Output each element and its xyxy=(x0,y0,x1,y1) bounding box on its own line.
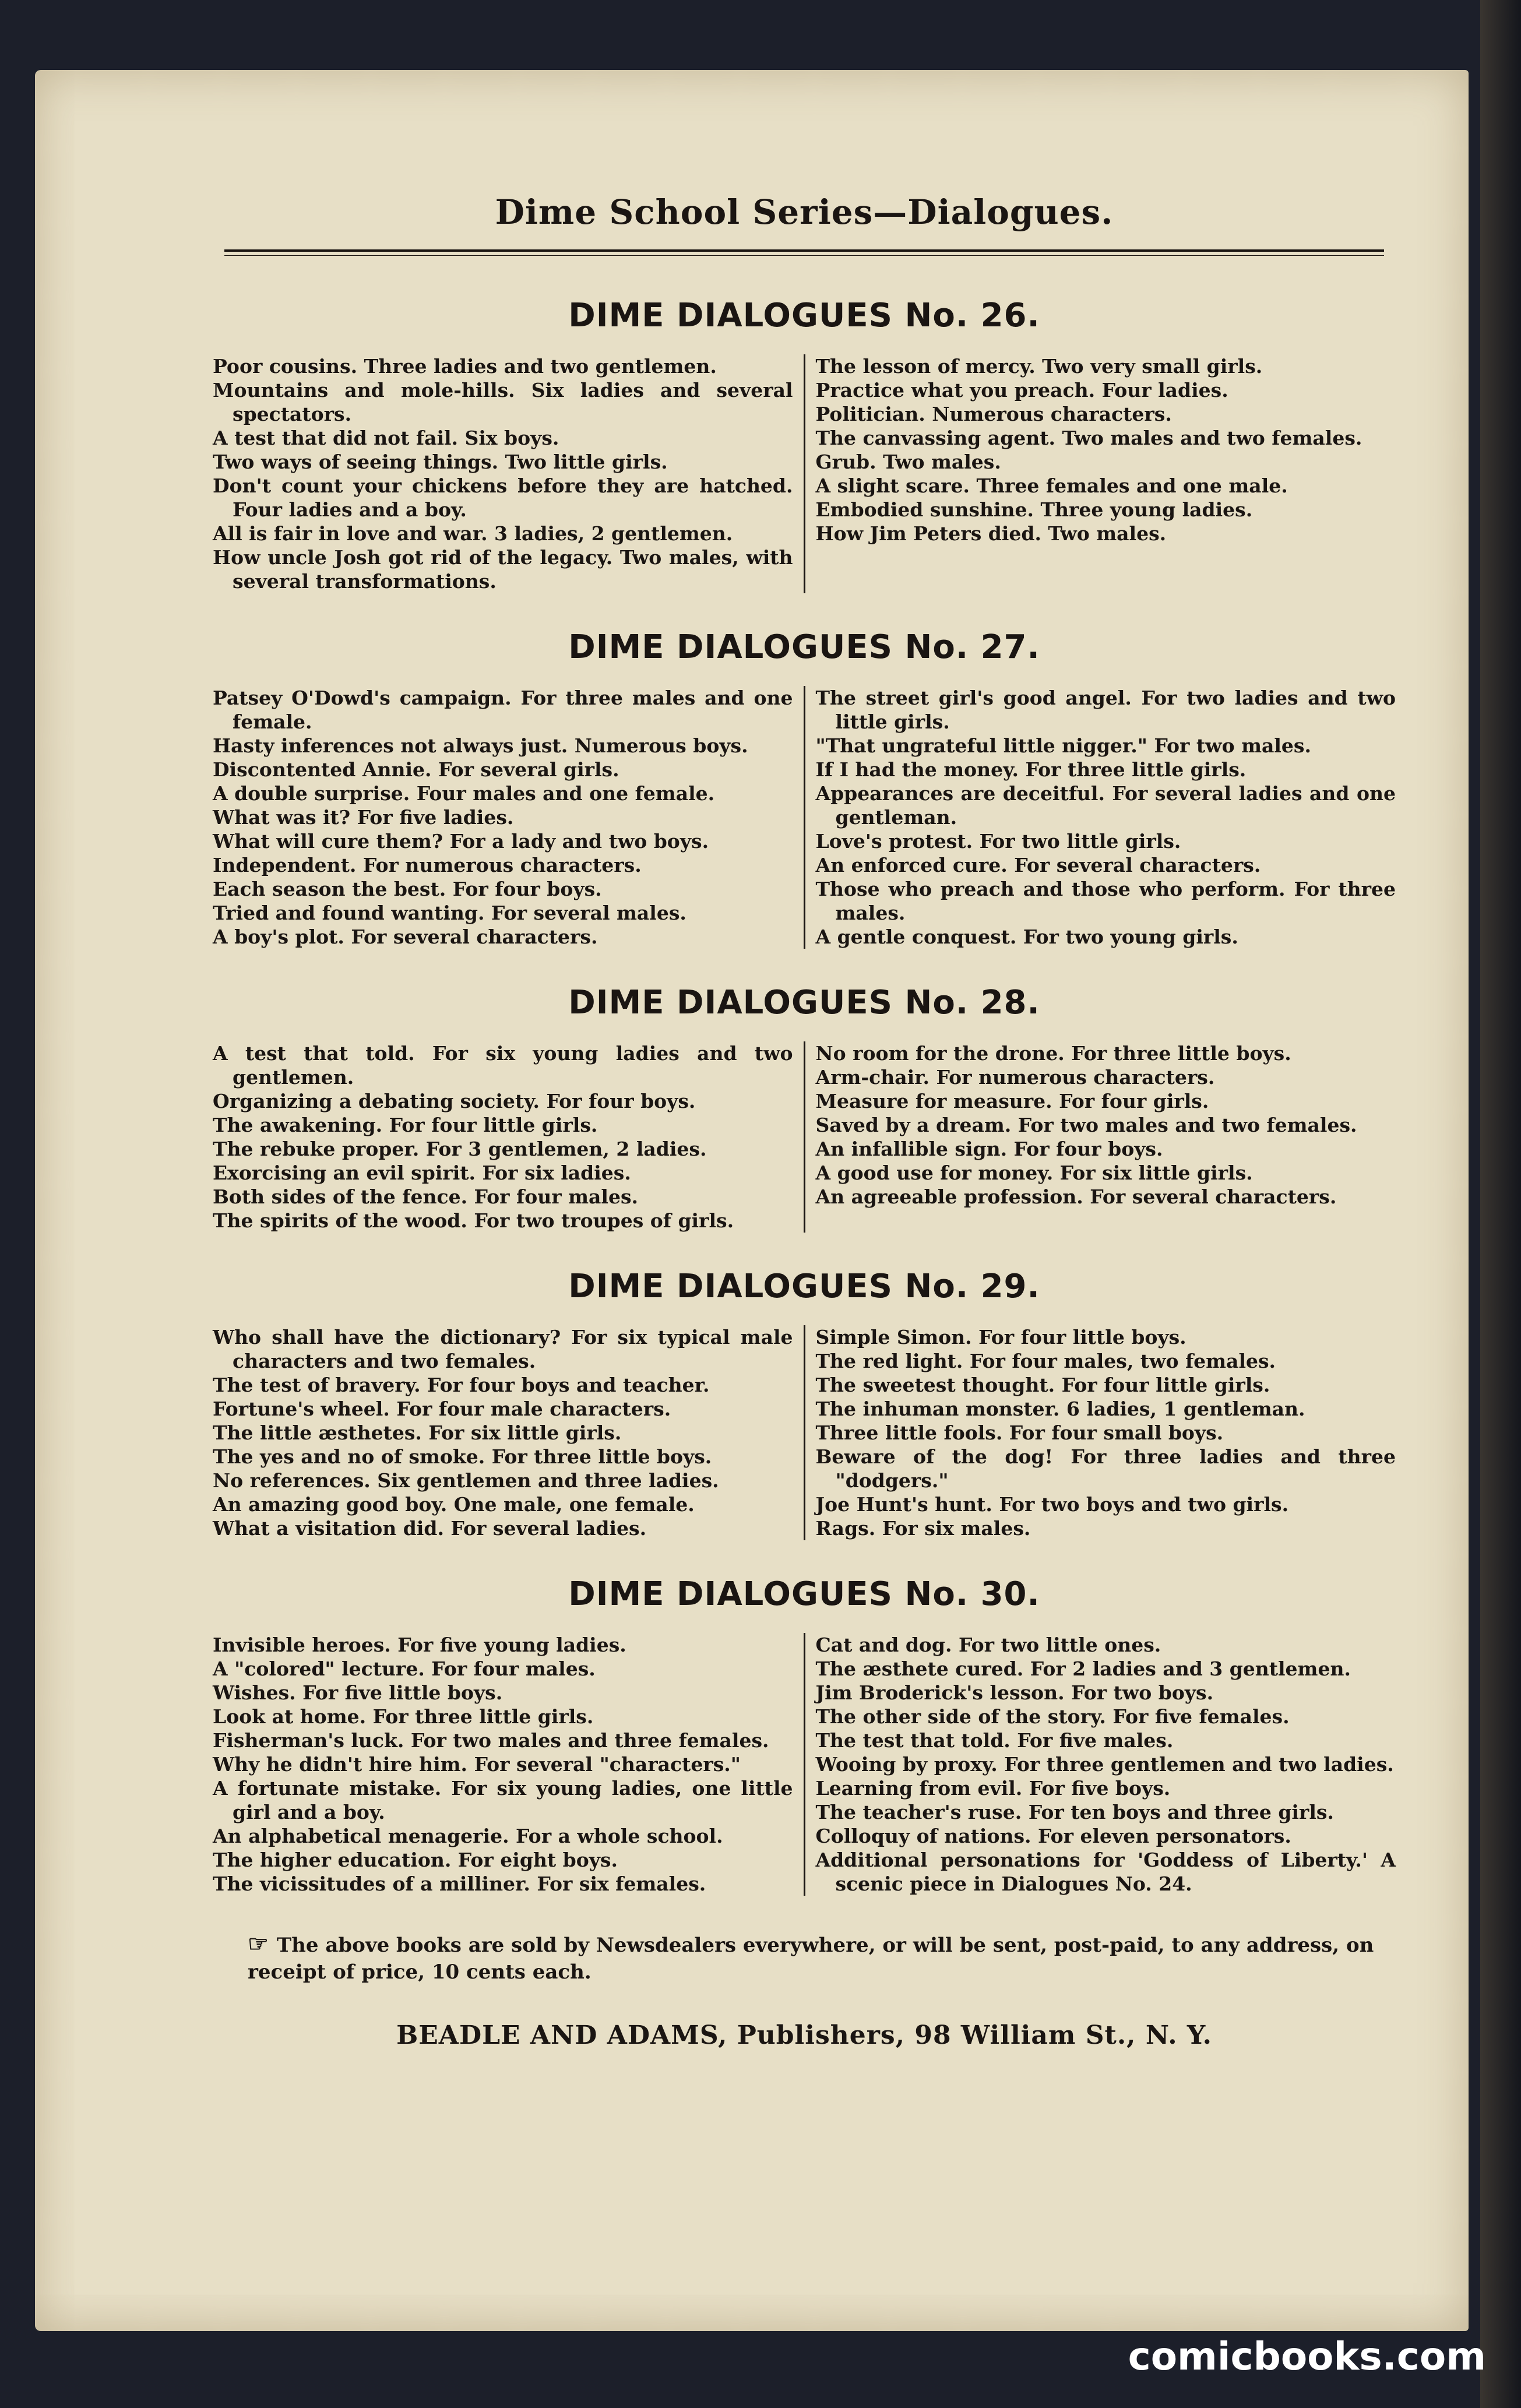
dialogue-entry: A slight scare. Three females and one male. xyxy=(815,474,1288,497)
dialogue-entry: An enforced cure. For several characters. xyxy=(815,854,1261,876)
section-title: DIME DIALOGUES No. 29. xyxy=(568,1268,1040,1305)
dialogue-entry: An infallible sign. For four boys. xyxy=(815,1138,1163,1160)
dialogue-entry: Tried and found wanting. For several males. xyxy=(213,902,686,924)
pointing-hand-icon: ☞ xyxy=(248,1930,269,1958)
dialogue-entry: A double surprise. Four males and one female. xyxy=(213,782,715,805)
dialogue-entry: Don't count your chickens before they are hatched. Four ladies and a boy. xyxy=(213,474,793,521)
dialogue-entry: How uncle Josh got rid of the legacy. Two males, with several transformations. xyxy=(213,546,793,593)
dialogue-entry: A good use for money. For six little girls. xyxy=(815,1161,1253,1184)
section-title: DIME DIALOGUES No. 26. xyxy=(568,297,1040,335)
book-spine xyxy=(1480,0,1521,2408)
watermark: comicbooks.com xyxy=(1128,2334,1486,2379)
dialogue-entry: If I had the money. For three little girls. xyxy=(815,758,1247,781)
header-rule xyxy=(224,249,1384,256)
dialogue-entry: Practice what you preach. Four ladies. xyxy=(815,379,1228,402)
left-column xyxy=(213,354,805,593)
dialogue-entry: Fisherman's luck. For two males and three females. xyxy=(213,1729,769,1752)
right-column xyxy=(805,1633,1396,1896)
dialogue-entry: The teacher's ruse. For ten boys and three girls. xyxy=(815,1801,1334,1823)
dialogue-entry: Each season the best. For four boys. xyxy=(213,878,602,900)
right-column xyxy=(805,354,1396,593)
dialogue-entry: Discontented Annie. For several girls. xyxy=(213,758,619,781)
dialogue-section xyxy=(213,297,1396,593)
dialogue-entry: Two ways of seeing things. Two little girls. xyxy=(213,450,668,473)
dialogue-entry: Organizing a debating society. For four boys. xyxy=(213,1090,696,1113)
dialogue-entry: The spirits of the wood. For two troupes of girls. xyxy=(213,1209,734,1232)
left-column xyxy=(213,1633,805,1896)
dialogue-entry: How Jim Peters died. Two males. xyxy=(815,522,1167,545)
dialogue-entry: Who shall have the dictionary? For six typical male characters and two females. xyxy=(213,1326,793,1372)
dialogue-entry: Arm-chair. For numerous characters. xyxy=(815,1066,1215,1089)
left-column xyxy=(213,1325,805,1540)
dialogue-entry: Joe Hunt's hunt. For two boys and two girls. xyxy=(815,1493,1289,1516)
section-columns xyxy=(213,1633,1396,1896)
left-column xyxy=(213,1041,805,1233)
dialogue-entry: The red light. For four males, two females. xyxy=(815,1350,1276,1372)
dialogue-entry: Independent. For numerous characters. xyxy=(213,854,642,876)
dialogue-entry: The canvassing agent. Two males and two females. xyxy=(815,427,1362,449)
section-title: DIME DIALOGUES No. 30. xyxy=(568,1575,1040,1613)
dialogue-entry: Additional personations for 'Goddess of Liberty.' A scenic piece in Dialogues No. 24. xyxy=(815,1849,1396,1895)
dialogue-entry: Wooing by proxy. For three gentlemen and two ladies. xyxy=(815,1753,1394,1776)
dialogue-entry: A fortunate mistake. For six young ladies, one little girl and a boy. xyxy=(213,1777,793,1823)
dialogue-entry: Grub. Two males. xyxy=(815,450,1001,473)
dialogue-section xyxy=(213,628,1396,949)
publisher-imprint: BEADLE AND ADAMS, Publishers, 98 William St., N. Y. xyxy=(396,2020,1212,2050)
dialogue-entry: Why he didn't hire him. For several "characters." xyxy=(213,1753,741,1776)
dialogue-entry: Both sides of the fence. For four males. xyxy=(213,1185,639,1208)
dialogue-entry: The test of bravery. For four boys and teacher. xyxy=(213,1374,710,1396)
section-columns xyxy=(213,1325,1396,1540)
dialogue-entry: The æsthete cured. For 2 ladies and 3 gentlemen. xyxy=(815,1657,1351,1680)
dialogue-entry: What will cure them? For a lady and two boys. xyxy=(213,830,709,853)
section-columns xyxy=(213,686,1396,949)
dialogue-entry: Exorcising an evil spirit. For six ladies. xyxy=(213,1161,631,1184)
dialogue-entry: Embodied sunshine. Three young ladies. xyxy=(815,498,1253,521)
dialogue-entry: All is fair in love and war. 3 ladies, 2 gentlemen. xyxy=(213,522,733,545)
dialogue-entry: A boy's plot. For several characters. xyxy=(213,925,598,948)
dialogue-entry: Rags. For six males. xyxy=(815,1517,1031,1540)
dialogue-entry: Hasty inferences not always just. Numerous boys. xyxy=(213,734,748,757)
dialogue-entry: The rebuke proper. For 3 gentlemen, 2 ladies. xyxy=(213,1138,707,1160)
dialogue-entry: Patsey O'Dowd's campaign. For three males and one female. xyxy=(213,687,793,733)
dialogue-entry: Politician. Numerous characters. xyxy=(815,403,1172,425)
dialogue-entry: Jim Broderick's lesson. For two boys. xyxy=(815,1681,1214,1704)
dialogue-entry: No references. Six gentlemen and three ladies. xyxy=(213,1469,719,1492)
dialogue-entry: A "colored" lecture. For four males. xyxy=(213,1657,596,1680)
dialogue-entry: Learning from evil. For five boys. xyxy=(815,1777,1171,1800)
dialogue-entry: Appearances are deceitful. For several ladies and one gentleman. xyxy=(815,782,1396,829)
dialogue-entry: An amazing good boy. One male, one female. xyxy=(213,1493,695,1516)
dialogue-entry: Three little fools. For four small boys. xyxy=(815,1421,1224,1444)
dialogue-entry: The street girl's good angel. For two ladies and two little girls. xyxy=(815,687,1396,733)
dialogue-entry: Colloquy of nations. For eleven personators. xyxy=(815,1825,1291,1847)
dialogue-entry: No room for the drone. For three little boys. xyxy=(815,1042,1291,1065)
dialogue-entry: Look at home. For three little girls. xyxy=(213,1705,594,1728)
dialogue-entry: The yes and no of smoke. For three little boys. xyxy=(213,1445,712,1468)
dialogue-entry: Cat and dog. For two little ones. xyxy=(815,1634,1161,1656)
dialogue-entry: The awakening. For four little girls. xyxy=(213,1114,598,1136)
dialogue-entry: A gentle conquest. For two young girls. xyxy=(815,925,1238,948)
catalog-page xyxy=(35,70,1469,2331)
dialogue-entry: What was it? For five ladies. xyxy=(213,806,514,829)
dialogue-section xyxy=(213,1268,1396,1540)
right-column xyxy=(805,686,1396,949)
dialogue-entry: Invisible heroes. For five young ladies. xyxy=(213,1634,626,1656)
dialogue-entry: An agreeable profession. For several characters. xyxy=(815,1185,1337,1208)
dialogue-entry: Simple Simon. For four little boys. xyxy=(815,1326,1186,1349)
dialogue-entry: Those who preach and those who perform. For three males. xyxy=(815,878,1396,924)
dialogue-entry: The sweetest thought. For four little girls. xyxy=(815,1374,1270,1396)
dialogue-entry: Measure for measure. For four girls. xyxy=(815,1090,1209,1113)
dialogue-section xyxy=(213,984,1396,1233)
page-content xyxy=(213,192,1396,2050)
dialogue-entry: The higher education. For eight boys. xyxy=(213,1849,618,1871)
dialogue-entry: A test that did not fail. Six boys. xyxy=(213,427,559,449)
section-title: DIME DIALOGUES No. 27. xyxy=(568,628,1040,666)
dialogue-section xyxy=(213,1575,1396,1896)
dialogue-entry: Wishes. For five little boys. xyxy=(213,1681,503,1704)
dialogue-entry: What a visitation did. For several ladies. xyxy=(213,1517,647,1540)
series-title: Dime School Series—Dialogues. xyxy=(495,192,1114,232)
right-column xyxy=(805,1041,1396,1233)
section-title: DIME DIALOGUES No. 28. xyxy=(568,984,1040,1022)
right-column xyxy=(805,1325,1396,1540)
dialogue-entry: The test that told. For five males. xyxy=(815,1729,1174,1752)
dialogue-entry: The inhuman monster. 6 ladies, 1 gentleman. xyxy=(815,1397,1305,1420)
dialogue-entry: The vicissitudes of a milliner. For six females. xyxy=(213,1872,706,1895)
dialogue-entry: "That ungrateful little nigger." For two males. xyxy=(815,734,1311,757)
sales-notice xyxy=(248,1931,1396,1985)
dialogue-entry: Poor cousins. Three ladies and two gentlemen. xyxy=(213,355,717,378)
dialogue-entry: The little æsthetes. For six little girls. xyxy=(213,1421,622,1444)
left-column xyxy=(213,686,805,949)
notice-text: The above books are sold by Newsdealers everywhere, or will be sent, post-paid, to any address, on receipt of price, 10 cents each. xyxy=(248,1934,1374,1984)
dialogue-entry: The lesson of mercy. Two very small girls. xyxy=(815,355,1263,378)
section-columns xyxy=(213,354,1396,593)
section-columns xyxy=(213,1041,1396,1233)
dialogue-entry: Saved by a dream. For two males and two females. xyxy=(815,1114,1357,1136)
dialogue-entry: Mountains and mole-hills. Six ladies and several spectators. xyxy=(213,379,793,425)
dialogue-entry: Beware of the dog! For three ladies and three "dodgers." xyxy=(815,1445,1396,1492)
dialogue-entry: The other side of the story. For five females. xyxy=(815,1705,1290,1728)
dialogue-entry: Love's protest. For two little girls. xyxy=(815,830,1181,853)
sections xyxy=(213,297,1396,1896)
dialogue-entry: A test that told. For six young ladies and two gentlemen. xyxy=(213,1042,793,1089)
dialogue-entry: Fortune's wheel. For four male characters. xyxy=(213,1397,671,1420)
dialogue-entry: An alphabetical menagerie. For a whole school. xyxy=(213,1825,723,1847)
